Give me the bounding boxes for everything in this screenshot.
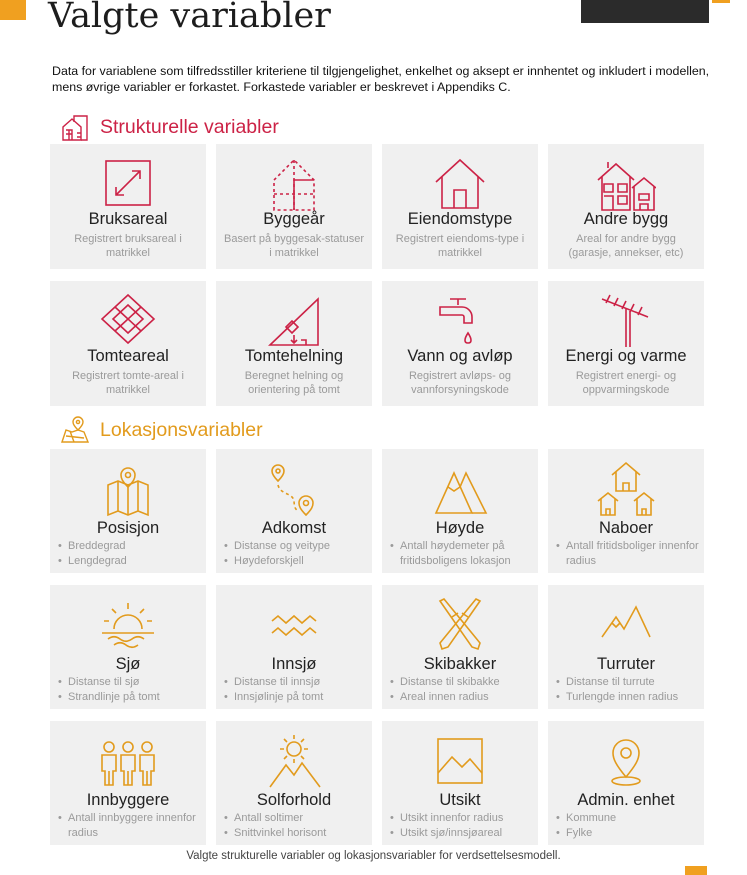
resize-arrows-icon [98, 154, 158, 212]
house-icon [430, 154, 490, 212]
map-pin-icon [60, 416, 90, 444]
corner-accent-bottom-right [685, 866, 707, 875]
bullet-item: • Distanse og veitype [224, 539, 368, 554]
card-description: Registrert avløps- og vannforsyningskode [408, 370, 512, 396]
bullet-item: • Distanse til sjø [58, 675, 202, 690]
card-title: Utsikt [439, 791, 481, 809]
card-title: Adkomst [261, 519, 327, 537]
corner-accent-top-right [712, 0, 730, 3]
card-title: Energi og varme [565, 347, 687, 365]
bullet-item: • Distanse til innsjø [224, 675, 368, 690]
card-tomtehelning [216, 281, 372, 406]
structural-grid [50, 144, 704, 406]
card-byggear [216, 144, 372, 269]
card-title: Tomtehelning [244, 347, 344, 365]
card-tomteareal [50, 281, 206, 406]
card-description: Registrert bruksareal i matrikkel [74, 233, 182, 259]
mountain-icon [430, 459, 490, 517]
structural-heading [60, 113, 279, 141]
card-bullets [390, 539, 534, 569]
card-title: Innsjø [271, 655, 317, 673]
card-title: Admin. enhet [577, 791, 675, 809]
card-description: Registrert tomte-areal i matrikkel [72, 370, 184, 396]
card-description: Registrert eiendoms-type i matrikkel [395, 233, 525, 259]
card-title: Tomteareal [87, 347, 169, 365]
card-title: Høyde [435, 519, 485, 537]
bullet-item: • Antall innbyggere innenfor radius [58, 811, 202, 841]
card-turruter [548, 585, 704, 709]
card-vann-og-avlop [382, 281, 538, 406]
location-heading-label: Lokasjonsvariabler [100, 418, 263, 441]
card-bullets [556, 539, 700, 569]
card-description: Beregnet helning og orientering på tomt [244, 370, 344, 396]
faucet-icon [430, 291, 490, 349]
bullet-item: • Fylke [556, 826, 700, 841]
intro-paragraph: Data for variablene som tilfredsstiller kriteriene til tilgjengelighet, enkelhet og aksept er innhentet og inkludert i modellen, mens øvrige variabler er forkastet. Forkastede variabler er beskrevet i Appendiks C. [52, 64, 710, 94]
card-title: Andre bygg [583, 210, 669, 228]
structural-heading-label: Strukturelle variabler [100, 115, 279, 138]
house-building-icon [60, 113, 90, 141]
skis-icon [430, 595, 490, 653]
header-bar [581, 0, 709, 23]
card-bullets [58, 539, 202, 569]
card-title: Posisjon [96, 519, 160, 537]
card-solforhold [216, 721, 372, 845]
card-title: Naboer [598, 519, 654, 537]
route-icon [264, 459, 324, 517]
waves-icon [264, 595, 324, 653]
bullet-item: • Turlengde innen radius [556, 690, 700, 705]
figure-caption: Valgte strukturelle variabler og lokasjonsvariabler for verdsettelsesmodell. [186, 850, 561, 862]
sunset-sea-icon [98, 595, 158, 653]
card-bullets [224, 675, 368, 705]
bullet-item: • Breddegrad [58, 539, 202, 554]
card-bullets [224, 539, 368, 569]
neighbours-icon [596, 459, 656, 517]
bullet-item: • Utsikt sjø/innsjøareal [390, 826, 534, 841]
bullet-item: • Areal innen radius [390, 690, 534, 705]
card-description: Basert på byggesak-statuser i matrikkel [223, 233, 365, 259]
card-bullets [58, 675, 202, 705]
card-admin-enhet [548, 721, 704, 845]
card-adkomst [216, 449, 372, 573]
bullet-item: • Antall soltimer [224, 811, 368, 826]
card-title: Sjø [115, 655, 141, 673]
people-icon [98, 731, 158, 789]
card-description: Areal for andre bygg (garasje, annekser, etc) [568, 233, 684, 259]
card-title: Byggeår [263, 210, 325, 228]
bullet-item: • Utsikt innenfor radius [390, 811, 534, 826]
card-bullets [390, 811, 534, 841]
page-title: Valgte variabler [48, 0, 331, 36]
card-bullets [58, 811, 202, 841]
card-sjo [50, 585, 206, 709]
card-bullets [224, 811, 368, 841]
card-posisjon [50, 449, 206, 573]
card-bullets [556, 811, 700, 841]
bullet-item: • Kommune [556, 811, 700, 826]
card-naboer [548, 449, 704, 573]
card-skibakker [382, 585, 538, 709]
card-innsjo [216, 585, 372, 709]
antenna-icon [596, 291, 656, 349]
bullet-item: • Innsjølinje på tomt [224, 690, 368, 705]
bullet-item: • Strandlinje på tomt [58, 690, 202, 705]
slope-icon [264, 291, 324, 349]
map-icon [98, 459, 158, 517]
card-title: Bruksareal [88, 210, 168, 228]
card-title: Skibakker [423, 655, 497, 673]
land-plot-icon [98, 291, 158, 349]
bullet-item: • Høydeforskjell [224, 554, 368, 569]
card-energi-og-varme [548, 281, 704, 406]
location-pin-icon [596, 731, 656, 789]
card-utsikt [382, 721, 538, 845]
card-bullets [390, 675, 534, 705]
house-outline-dashed-icon [264, 154, 324, 212]
card-title: Solforhold [256, 791, 332, 809]
two-houses-icon [596, 154, 656, 212]
card-title: Innbyggere [86, 791, 170, 809]
bullet-item: • Distanse til turrute [556, 675, 700, 690]
bullet-item: • Antall fritidsboliger innenfor radius [556, 539, 700, 569]
bullet-item: • Lengdegrad [58, 554, 202, 569]
card-title: Eiendomstype [407, 210, 513, 228]
bullet-item: • Antall høydemeter på fritidsboligens lokasjon [390, 539, 534, 569]
card-hoyde [382, 449, 538, 573]
trail-icon [596, 595, 656, 653]
card-bullets [556, 675, 700, 705]
landscape-icon [430, 731, 490, 789]
card-title: Vann og avløp [407, 347, 513, 365]
card-bruksareal [50, 144, 206, 269]
location-grid [50, 449, 704, 845]
card-description: Registrert energi- og oppvarmingskode [575, 370, 677, 396]
card-title: Turruter [596, 655, 656, 673]
card-eiendomstype [382, 144, 538, 269]
bullet-item: • Distanse til skibakke [390, 675, 534, 690]
card-andre-bygg [548, 144, 704, 269]
sun-mountain-icon [264, 731, 324, 789]
location-heading [60, 416, 263, 444]
card-innbyggere [50, 721, 206, 845]
corner-accent [0, 0, 26, 20]
bullet-item: • Snittvinkel horisont [224, 826, 368, 841]
